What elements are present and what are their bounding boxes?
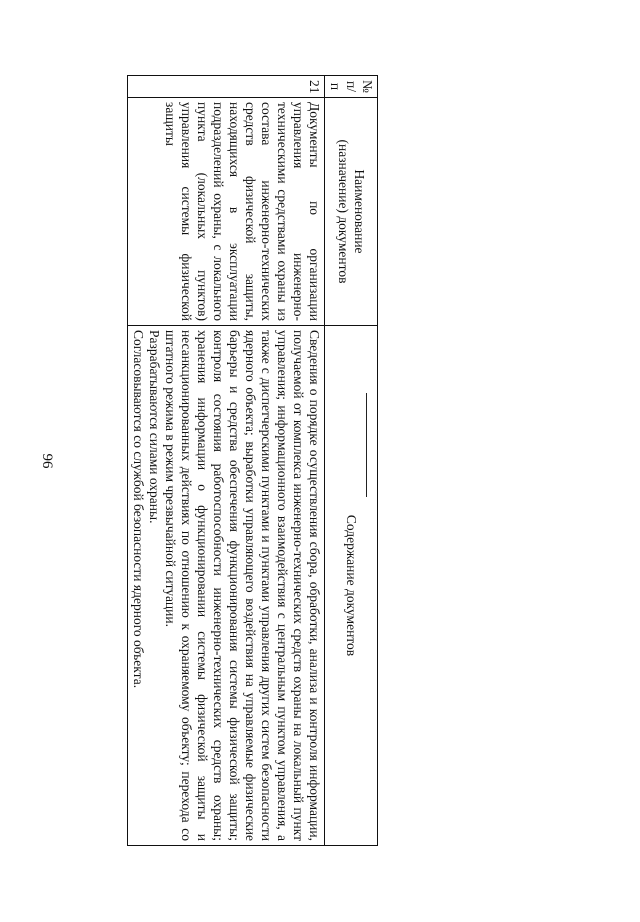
documents-table <box>127 75 378 846</box>
separator-line <box>366 393 367 497</box>
table-header-row <box>325 76 378 846</box>
header-num: № п/п <box>325 76 378 98</box>
rotated-table-container <box>78 75 378 845</box>
page-number: 96 <box>39 453 55 469</box>
row-content: Сведения о порядке осуществления сбора, обработки, анализа и контроля информации, получаемой от комплекса инженерно-технических средств охраны на локальный пункт управления; информационного взаимодействия с центральным пунктом управления, а также с диспетчерскими пунктами и пунктами управления других систем безопасности ядерного объекта; выработки управляющего воздействия на управляемые физические барьеры и средства обеспечения функционирования системы физической защиты; контроля состояния работоспособности инженерно-технических средств охраны; хранения информации о функционировании системы физической защиты и несанкционированных действиях по отношению к охраняемому объекту; перехода со штатного режима в режим чрезвычайной ситуации. Разрабатываются силами охраны. Согласовываются со службой безопасности ядерного объекта. <box>128 326 325 846</box>
row-name: Документы по организации управления инженерно-техническими средствами охраны из состава инженерно-технических средств физической защиты, находящихся в эксплуатации подразделений охраны, с локального пункта (локальных пунктов) управления системы физической защиты <box>128 98 325 326</box>
header-name: Наименование (назначение) документов <box>325 98 378 326</box>
table-row <box>128 76 325 846</box>
header-content: Содержание документов <box>325 326 378 846</box>
row-num: 21 <box>128 76 325 98</box>
